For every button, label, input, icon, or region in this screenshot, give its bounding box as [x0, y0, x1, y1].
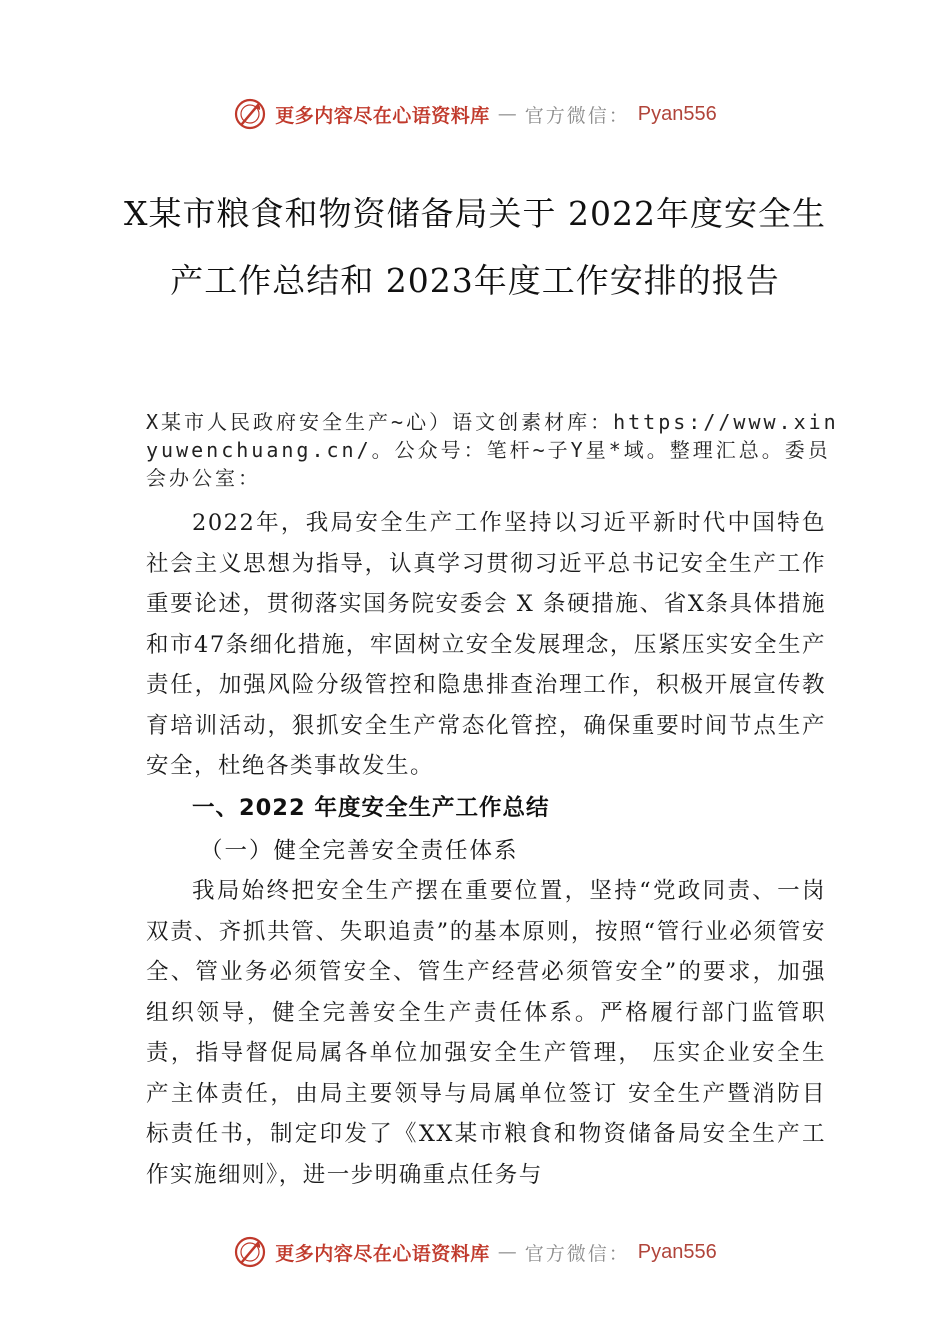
- document-preface: X某市人民政府安全生产~心）语文创素材库：https://www.xinyuwenchuang.cn/。公众号：笔杆~子Y星*域。整理汇总。委员会办公室：: [146, 410, 839, 490]
- watermark-banner-bottom: [0, 1232, 950, 1272]
- watermark-wechat-label: 官方微信：: [524, 104, 630, 127]
- quill-seal-icon: [233, 1235, 267, 1269]
- watermark-brand: 更多内容尽在心语资料库: [275, 1242, 490, 1265]
- watermark-wechat-label: 官方微信：: [524, 1242, 630, 1265]
- watermark-wechat-id: Pyan556: [637, 1240, 717, 1263]
- watermark-banner-top: [0, 94, 950, 134]
- paragraph-intro: 2022年，我局安全生产工作坚持以习近平新时代中国特色社会主义思想为指导，认真学习贯彻习近平总书记安全生产工作重要论述，贯彻落实国务院安委会 X 条硬措施、省X条具体措施和市47条细化措施，牢固树立安全发展理念，压紧压实安全生产责任，加强风险分级管控和隐患排查治理工作，积极开展宣传教育培训活动，狠抓安全生产常态化管控，确保重要时间节点生产安全，杜绝各类事故发生。: [146, 510, 826, 779]
- section-heading: 一、2022 年度安全生产工作总结: [192, 795, 550, 821]
- subsection-heading: （一）健全完善安全责任体系: [200, 838, 519, 864]
- watermark-wechat-id: Pyan556: [637, 102, 717, 125]
- watermark-brand: 更多内容尽在心语资料库: [275, 104, 490, 127]
- quill-seal-icon: [233, 97, 267, 131]
- watermark-dash: —: [497, 1241, 517, 1263]
- document-title: X某市粮食和物资储备局关于 2022年度安全生产工作总结和 2023年度工作安排的报告: [124, 194, 826, 300]
- watermark-dash: —: [497, 103, 517, 125]
- paragraph-responsibility: 我局始终把安全生产摆在重要位置，坚持“党政同责、一岗双责、齐抓共管、失职追责”的基本原则，按照“管行业必须管安全、管业务必须管安全、管生产经营必须管安全”的要求，加强组织领导，健全完善安全生产责任体系。严格履行部门监管职责，指导督促局属各单位加强安全生产管理， 压实企业安全生产主体责任，由局主要领导与局属单位签订 安全生产暨消防目标责任书，制定印发了《XX某市粮食和物资储备局安全生产工作实施细则》，进一步明确重点任务与: [146, 878, 826, 1188]
